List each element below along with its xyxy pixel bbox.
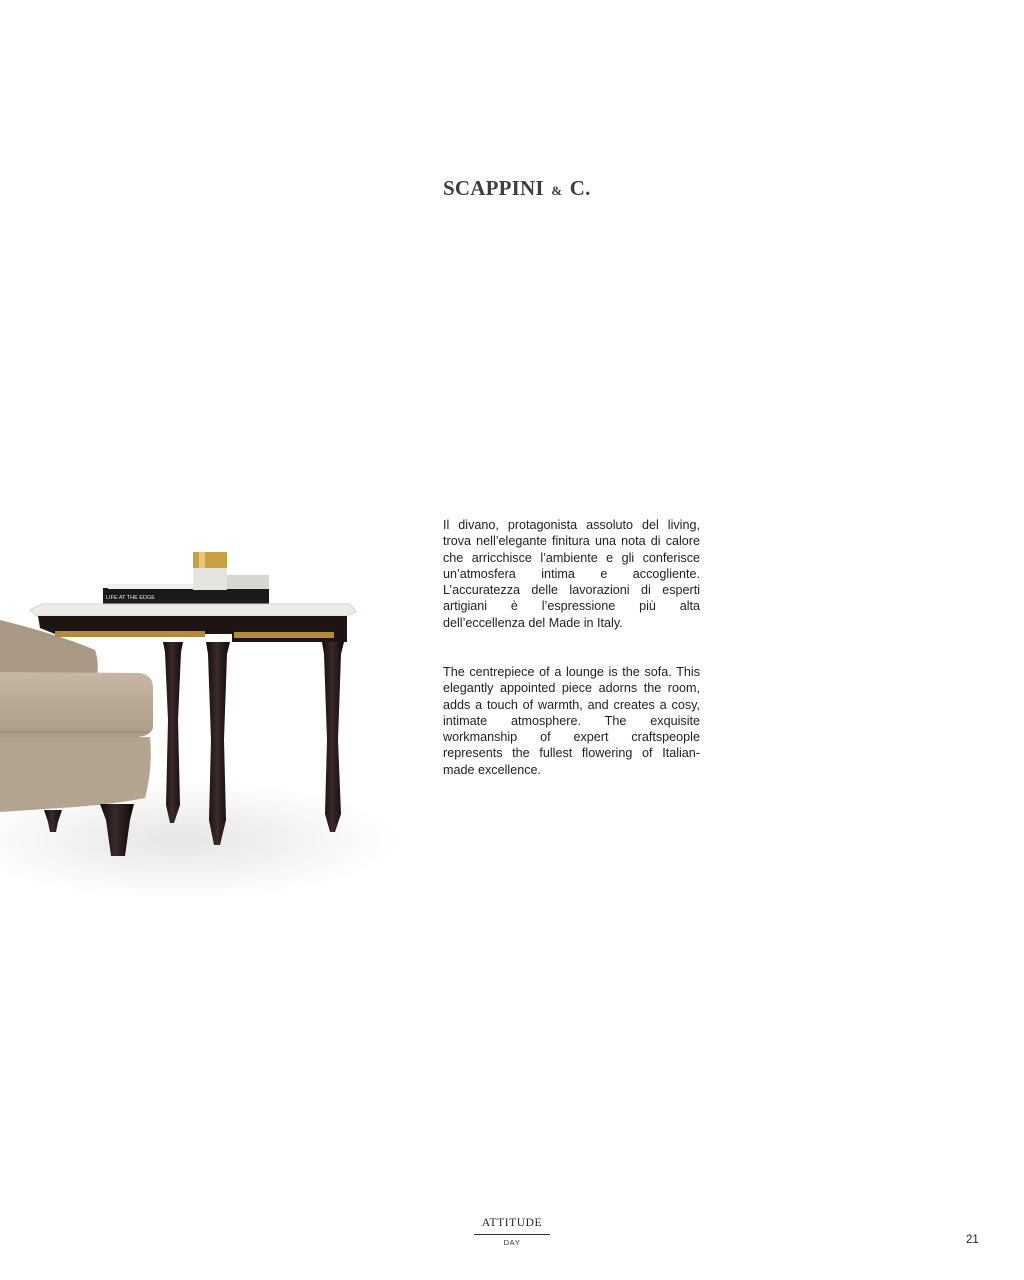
brand-name: SCAPPINI <box>443 176 544 200</box>
description-english: The centrepiece of a lounge is the sofa. This elegantly appointed piece adorns the room, adds a touch of warmth, and creates a cosy, intimate atmosphere. The exquisite workmanship of expert craftspeople represents the fullest flowering of Italian-made excellence. <box>443 665 700 777</box>
page-number: 21 <box>966 1234 979 1246</box>
description-italian: Il divano, protagonista assoluto del living, trova nell’elegante finitura una nota di calore che arricchisce l’ambiente e gli conferisce un’atmosfera intima e accogliente. L’accuratezza delle lavorazioni di esperti artigiani è l’espressione più alta dell’eccellenza del Made in Italy. <box>443 518 700 630</box>
footer-title: ATTITUDE <box>481 1217 543 1229</box>
brand-suffix: C. <box>569 176 591 200</box>
footer-subtitle: DAY <box>503 1238 521 1247</box>
brand-ampersand: & <box>551 183 563 198</box>
footer-divider <box>474 1234 550 1235</box>
sofa-and-side-table-image <box>0 540 400 940</box>
book-title: LIFE AT THE EDGE <box>106 595 155 601</box>
brand-logo <box>443 176 591 201</box>
